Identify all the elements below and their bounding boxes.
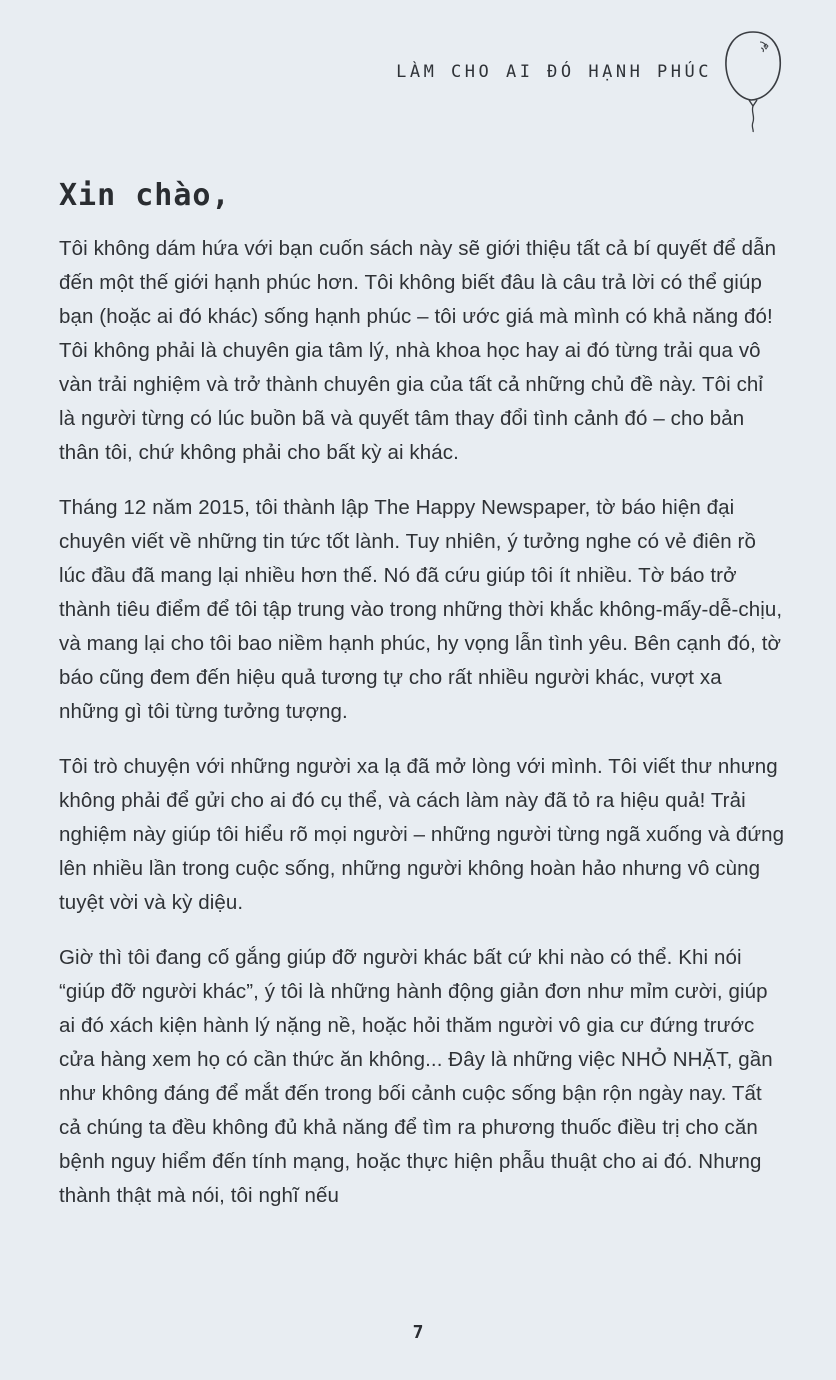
paragraph: Giờ thì tôi đang cố gắng giúp đỡ người khác bất cứ khi nào có thể. Khi nói “giúp đỡ người khác”, ý tôi là những hành động giản đơn như mỉm cười, giúp ai đó xách kiện hành lý nặng nề, hoặc hỏi thăm người vô gia cư đứng trước cửa hàng xem họ có cần thức ăn không... Đây là những việc NHỎ NHẶT, gần như không đáng để mắt đến trong bối cảnh cuộc sống bận rộn ngày nay. Tất cả chúng ta đều không đủ khả năng để tìm ra phương thuốc điều trị cho căn bệnh nguy hiểm đến tính mạng, hoặc thực hiện phẫu thuật cho ai đó. Nhưng thành thật mà nói, tôi nghĩ nếu bbox=[59, 946, 773, 1207]
paragraph: Tháng 12 năm 2015, tôi thành lập The Happy Newspaper, tờ báo hiện đại chuyên viết về những tin tức tốt lành. Tuy nhiên, ý tưởng nghe có vẻ điên rồ lúc đầu đã mang lại nhiều hơn thế. Nó đã cứu giúp tôi ít nhiều. Tờ báo trở thành tiêu điểm để tôi tập trung vào trong những thời khắc không-mấy-dễ-chịu, và mang lại cho tôi bao niềm hạnh phúc, hy vọng lẫn tình yêu. Bên cạnh đó, tờ báo cũng đem đến hiệu quả tương tự cho rất nhiều người khác, vượt xa những gì tôi từng tưởng tượng. bbox=[59, 496, 783, 723]
paragraph: Tôi trò chuyện với những người xa lạ đã mở lòng với mình. Tôi viết thư nhưng không phải để gửi cho ai đó cụ thể, và cách làm này đã tỏ ra hiệu quả! Trải nghiệm này giúp tôi hiểu rõ mọi người – những người từng ngã xuống và đứng lên nhiều lần trong cuộc sống, những người không hoàn hảo nhưng vô cùng tuyệt vời và kỳ diệu. bbox=[59, 755, 785, 914]
body-text bbox=[59, 232, 785, 1234]
page-number: 7 bbox=[412, 1322, 424, 1343]
greeting-heading: Xin chào, bbox=[59, 178, 231, 213]
balloon-icon bbox=[720, 28, 786, 134]
paragraph: Tôi không dám hứa với bạn cuốn sách này sẽ giới thiệu tất cả bí quyết để dẫn đến một thế giới hạnh phúc hơn. Tôi không biết đâu là câu trả lời có thể giúp bạn (hoặc ai đó khác) sống hạnh phúc – tôi ước giá mà mình có khả năng đó! Tôi không phải là chuyên gia tâm lý, nhà khoa học hay ai đó từng trải qua vô vàn trải nghiệm và trở thành chuyên gia của tất cả những chủ đề này. Tôi chỉ là người từng có lúc buồn bã và quyết tâm thay đổi tình cảnh đó – cho bản thân tôi, chứ không phải cho bất kỳ ai khác. bbox=[59, 237, 777, 464]
running-header: LÀM CHO AI ĐÓ HẠNH PHÚC bbox=[396, 62, 712, 82]
